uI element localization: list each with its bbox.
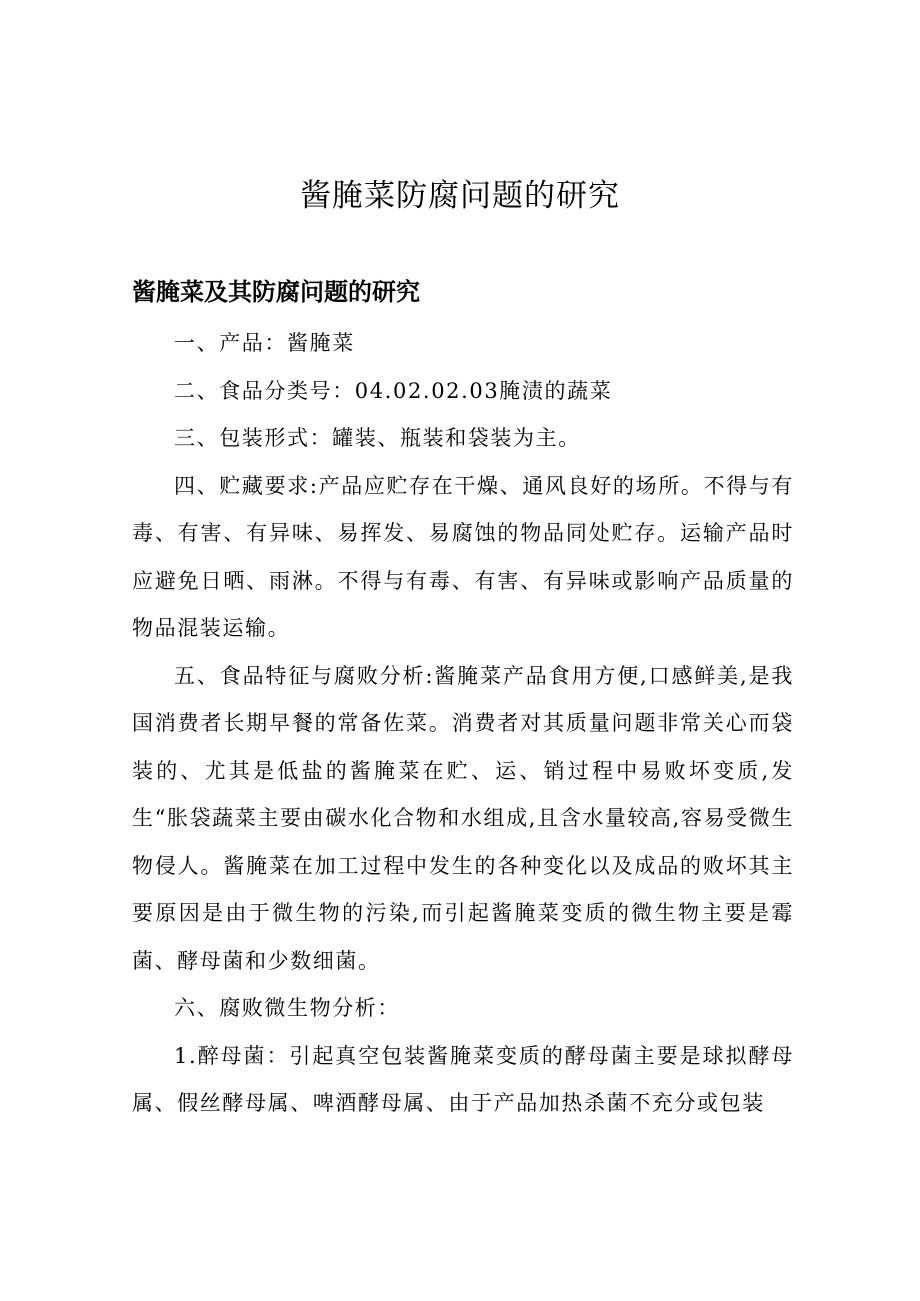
paragraph-storage: 四、贮藏要求:产品应贮存在干燥、通风良好的场所。不得与有毒、有害、有异味、易挥发、易腐蚀的物品同处贮存。运输产品时应避免日晒、雨淋。不得与有毒、有害、有异味或影响产品质量的物品混装运输。 [132, 473, 794, 640]
body-text [132, 320, 794, 1128]
paragraph-product: 一、产品：酱腌菜 [174, 331, 355, 355]
section-heading: 酱腌菜及其防腐问题的研究 [132, 278, 420, 306]
paragraph-food-category: 二、食品分类号：04.02.02.03腌渍的蔬菜 [174, 378, 613, 403]
document-title: 酱腌菜防腐问题的研究 [300, 178, 620, 214]
paragraph-yeast: 1.醉母菌：引起真空包装酱腌菜变质的酵母菌主要是球拟酵母属、假丝酵母属、啤酒酵母属、由于产品加热杀菌不充分或包装 [132, 1043, 794, 1115]
paragraph-spoilage-analysis: 五、食品特征与腐败分析:酱腌菜产品食用方便,口感鲜美,是我国消费者长期早餐的常备佐菜。消费者对其质量问题非常关心而袋装的、尤其是低盐的酱腌菜在贮、运、销过程中易败坏变质,发生“胀袋蔬菜主要由碳水化合物和水组成,且含水量较高,容易受微生物侵人。酱腌菜在加工过程中发生的各种变化以及成品的败坏其主要原因是由于微生物的污染,而引起酱腌菜变质的微生物主要是霉菌、酵母菌和少数细菌。 [132, 663, 794, 973]
paragraph-packaging: 三、包装形式：罐装、瓶装和袋装为主。 [174, 426, 581, 450]
paragraph-microbe-analysis: 六、腐败微生物分析： [174, 996, 400, 1020]
